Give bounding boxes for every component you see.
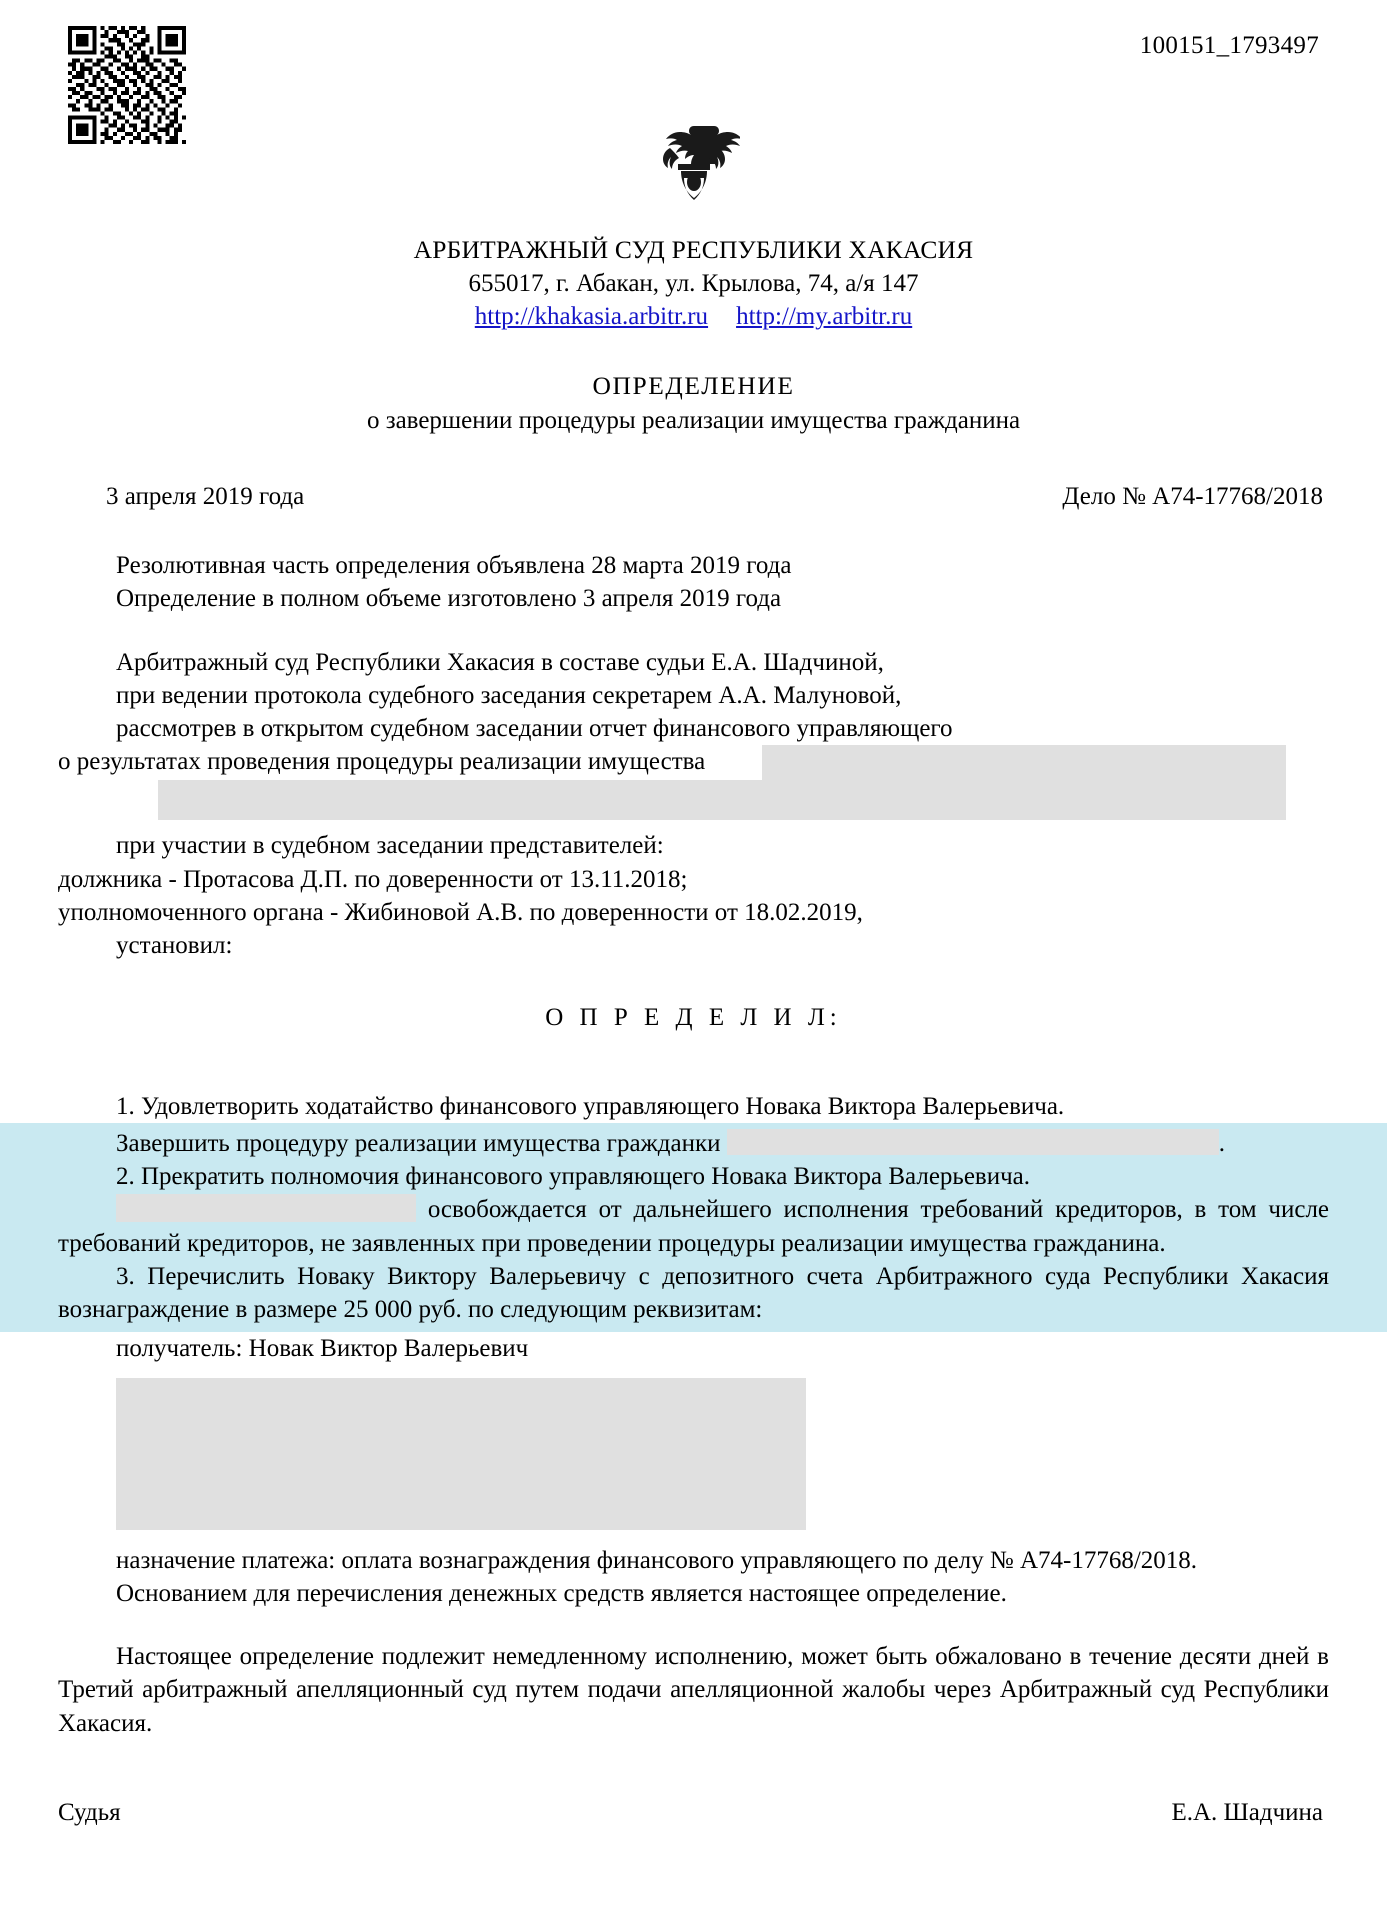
ruling-item-1: 1. Удовлетворить ходатайство финансового управляющего Новака Виктора Валерьевича. — [116, 1092, 1065, 1120]
ruling-item-2: 2. Прекратить полномочия финансового управляющего Новака Виктора Валерьевича. — [116, 1163, 1031, 1190]
case-number: Дело № А74-17768/2018 — [1062, 483, 1323, 510]
established-line: установил: — [116, 932, 233, 959]
page-subtitle: о завершении процедуры реализации имущества гражданина — [366, 407, 1021, 434]
ruling-item-1b — [58, 1127, 1329, 1160]
court-address: 655017, г. Абакан, ул. Крылова, 74, а/я 147 — [468, 270, 919, 297]
court-name: АРБИТРАЖНЫЙ СУД РЕСПУБЛИКИ ХАКАСИЯ — [413, 235, 974, 264]
ruling-item-1b-tail: . — [1218, 1129, 1226, 1157]
review-line: рассмотрев в открытом судебном заседании отчет финансового управляющего — [116, 715, 953, 742]
ruling-heading: О П Р Е Д Е Л И Л: — [545, 1004, 842, 1032]
document-number: 100151_1793497 — [1139, 32, 1319, 59]
procedure-results-line: о результатах проведения процедуры реализации имущества — [58, 748, 706, 776]
ruling-item-1b-text: Завершить процедуру реализации имущества гражданки — [116, 1129, 721, 1157]
ruling-item-2b — [58, 1193, 1329, 1260]
document-header — [58, 26, 1329, 176]
redaction-block-bank-details — [116, 1378, 806, 1530]
page-title: ОПРЕДЕЛЕНИЕ — [592, 371, 795, 400]
my-arbitr-link[interactable]: http://my.arbitr.ru — [736, 303, 913, 330]
court-links — [58, 303, 1329, 331]
debtor-representative-line: должника - Протасова Д.П. по доверенности от 13.11.2018; — [58, 865, 688, 893]
highlighted-section — [0, 1123, 1387, 1333]
ruling-item-2b-text: освобождается от дальнейшего исполнения требований кредиторов, в том числе требований кредиторов, не заявленных при проведении процедуры реализации имущества гражданина. — [58, 1196, 1330, 1257]
date-case-row — [58, 483, 1329, 511]
redaction-block-debtor-name — [762, 745, 1286, 782]
document-body — [58, 549, 1329, 1829]
judge-line: Арбитражный суд Республики Хакасия в составе судьи Е.А. Шадчиной, — [116, 648, 884, 676]
authority-representative-line: уполномоченного органа - Жибиновой А.В. по доверенности от 18.02.2019, — [58, 898, 863, 926]
court-website-link[interactable]: http://khakasia.arbitr.ru — [474, 303, 709, 330]
signature-row — [58, 1796, 1329, 1829]
resolutive-date-line: Резолютивная часть определения объявлена 28 марта 2019 года — [116, 552, 792, 579]
payment-recipient: получатель: Новак Виктор Валерьевич — [116, 1335, 529, 1363]
ruling-item-3: 3. Перечислить Новаку Виктору Валерьевичу с депозитного счета Арбитражного суда Республики Хакасия вознаграждение в размере 25 000 руб. по следующим реквизитам: — [58, 1262, 1329, 1323]
redaction-inline-debtor — [727, 1129, 1219, 1155]
payment-basis: Основанием для перечисления денежных средств является настоящее определение. — [116, 1579, 1007, 1607]
payment-purpose: назначение платежа: оплата вознаграждения финансового управляющего по делу № А74-17768/2018. — [116, 1546, 1198, 1574]
redaction-inline-debtor-2 — [116, 1194, 416, 1222]
appeal-paragraph: Настоящее определение подлежит немедленному исполнению, может быть обжаловано в течение десяти дней в Третий арбитражный апелляционный суд путем подачи апелляционной жалобы через Арбитражный суд Республики Хакасия. — [58, 1643, 1329, 1737]
signature-role: Судья — [58, 1798, 121, 1826]
full-text-date-line: Определение в полном объеме изготовлено 3 апреля 2019 года — [116, 585, 782, 613]
secretary-line: при ведении протокола судебного заседания секретарем А.А. Малуновой, — [116, 681, 902, 709]
qr-code-icon — [68, 26, 186, 144]
redaction-block-debtor-details — [158, 780, 1286, 820]
participants-line: при участии в судебном заседании представителей: — [116, 832, 664, 860]
document-date: 3 апреля 2019 года — [106, 483, 305, 510]
signature-name: Е.А. Шадчина — [1171, 1798, 1323, 1826]
